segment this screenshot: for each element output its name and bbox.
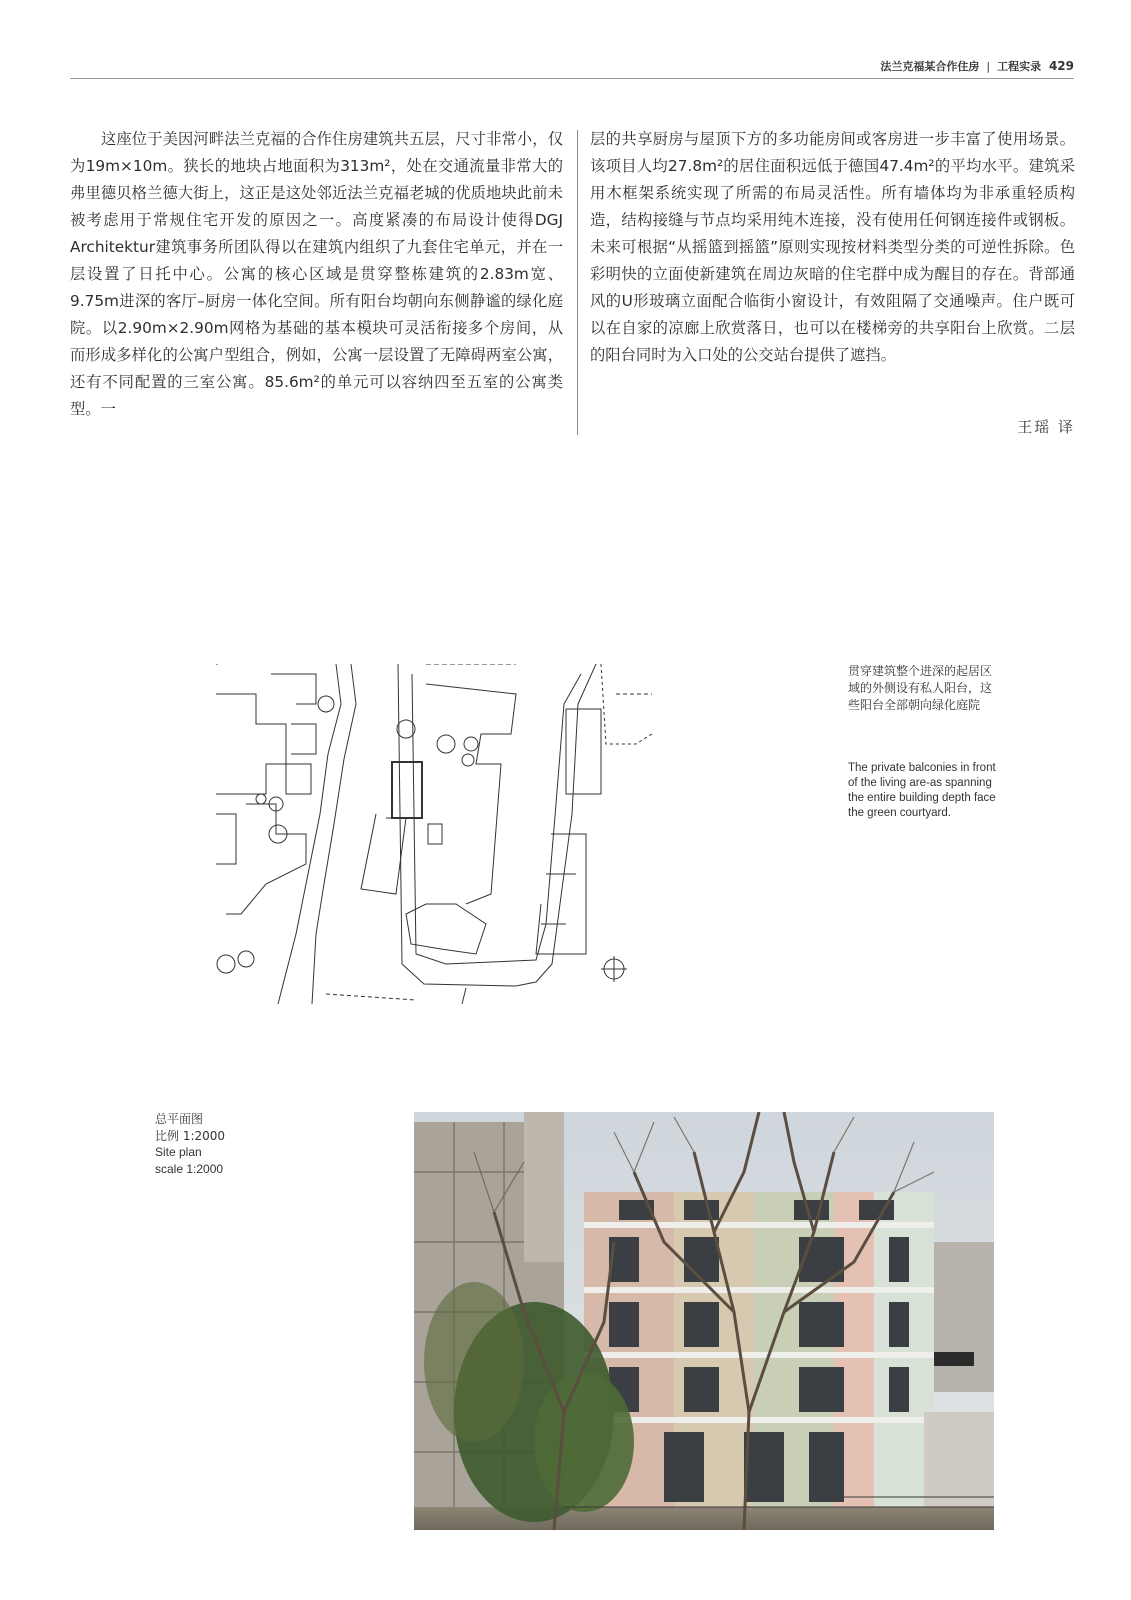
site-plan-scale-cn: 比例 1:2000 xyxy=(155,1128,226,1143)
site-plan-buildings-center xyxy=(361,684,516,954)
running-header xyxy=(70,52,1074,79)
header-category: 工程实录 xyxy=(997,60,1042,73)
site-plan-project-building xyxy=(392,762,422,818)
site-plan-title-en: Site plan xyxy=(155,1145,202,1159)
site-plan-scale-en: scale 1:2000 xyxy=(155,1161,224,1176)
photo-caption-en: The private balconies in front of the living are-as spanning the entire building depth face the green courtyard. xyxy=(848,762,996,819)
site-plan-buildings-right xyxy=(536,709,601,954)
header-text xyxy=(880,58,1074,74)
header-separator: | xyxy=(986,60,991,73)
column-divider xyxy=(577,130,578,435)
body-text-left-column: 这座位于美因河畔法兰克福的合作住房建筑共五层，尺寸非常小，仅为19m×10m。狭长的地块占地面积为313m²，处在交通流量非常大的弗里德贝格兰德大街上，这正是这处邻近法兰克福老城的优质地块此前未被考虑用于常规住宅开发的原因之一。高度紧凑的布局设计使得DGJ Architektur建筑事务所团队得以在建筑内组织了九套住宅单元，并在一层设置了日托中心。公寓的核心区域是贯穿整栋建筑的2.83m宽、9.75m进深的客厅–厨房一体化空间。所有阳台均朝向东侧静谧的绿化庭院。以2.90m×2.90m网格为基础的基本模块可灵活衔接多个房间，从而形成多样化的公寓户型组合，例如，公寓一层设置了无障碍两室公寓，还有不同配置的三室公寓。85.6m²的单元可以容纳四至五室的公寓类型。一 xyxy=(70,130,563,418)
site-plan-title-cn: 总平面图 xyxy=(155,1112,204,1126)
page-number: 429 xyxy=(1048,59,1074,73)
north-arrow-icon xyxy=(601,956,627,982)
site-plan-caption xyxy=(155,1111,225,1177)
header-section-title: 法兰克福某合作住房 xyxy=(880,60,980,73)
translator-credit: 王瑶 译 xyxy=(1017,418,1075,436)
body-text-right-column: 层的共享厨房与屋顶下方的多功能房间或客房进一步丰富了使用场景。该项目人均27.8m²的居住面积远低于德国47.4m²的平均水平。建筑采用木框架系统实现了所需的布局灵活性。所有墙体均为非承重轻质构造，结构接缝与节点均采用纯木连接，没有使用任何钢连接件或钢板。未来可根据“从摇篮到摇篮”原则实现按材料类型分类的可逆性拆除。色彩明快的立面使新建筑在周边灰暗的住宅群中成为醒目的存在。背部通风的U形玻璃立面配合临街小窗设计，有效阻隔了交通噪声。住户既可以在自家的凉廊上欣赏落日，也可以在楼梯旁的共享阳台上欣赏。二层的阳台同时为入口处的公交站台提供了遮挡。 xyxy=(590,130,1075,364)
photo-caption-cn: 贯穿建筑整个进深的起居区域的外侧设有私人阳台，这些阳台全部朝向绿化庭院 xyxy=(848,664,993,712)
site-plan-buildings-left xyxy=(216,674,334,973)
building-facade-photo xyxy=(414,1112,994,1530)
site-plan-drawing xyxy=(216,664,652,1004)
